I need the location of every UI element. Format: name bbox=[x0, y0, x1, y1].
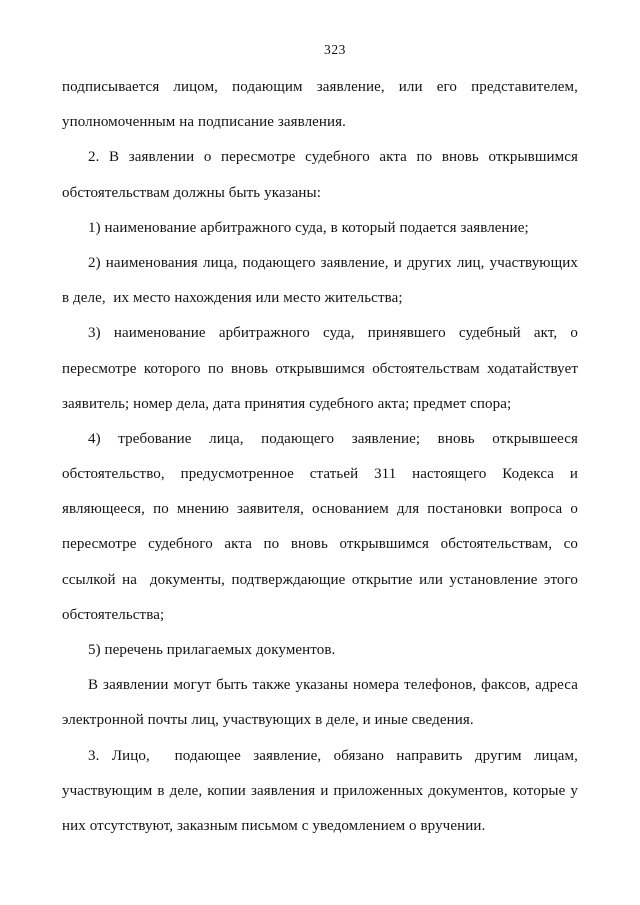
text-line: 1) наименование арбитражного суда, в который подается заявление; bbox=[88, 219, 529, 236]
text-line: них отсутствуют, заказным письмом с уведомлением о вручении. bbox=[62, 817, 486, 834]
text-line: 2) наименования лица, подающего заявление, и других лиц, участвующих bbox=[88, 254, 578, 271]
text-line: подписывается лицом, подающим заявление, или его представителем, bbox=[62, 79, 578, 95]
text-line: 2. В заявлении о пересмотре судебного акта по вновь открывшимся bbox=[88, 149, 578, 166]
text-line: заявитель; номер дела, дата принятия судебного акта; предмет спора; bbox=[62, 395, 512, 412]
text-line: обстоятельство, предусмотренное статьей 311 настоящего Кодекса и bbox=[62, 466, 578, 483]
text-line: В заявлении могут быть также указаны номера телефонов, факсов, адреса bbox=[88, 677, 578, 694]
text-line: уполномоченным на подписание заявления. bbox=[62, 114, 347, 131]
document-text bbox=[62, 70, 578, 844]
text-line: электронной почты лиц, участвующих в деле, и иные сведения. bbox=[62, 712, 474, 729]
text-line: обстоятельствам должны быть указаны: bbox=[62, 184, 321, 201]
text-line: 4) требование лица, подающего заявление; вновь открывшееся bbox=[88, 430, 578, 447]
text-line: 5) перечень прилагаемых документов. bbox=[88, 642, 336, 658]
text-line: обстоятельства; bbox=[62, 606, 165, 623]
page-number: 323 bbox=[323, 42, 347, 57]
text-line: 3) наименование арбитражного суда, принявшего судебный акт, о bbox=[88, 325, 578, 342]
text-line: в деле, их место нахождения или место жительства; bbox=[62, 290, 403, 307]
text-line: пересмотре которого по вновь открывшимся обстоятельствам ходатайствует bbox=[62, 360, 578, 377]
text-line: являющееся, по мнению заявителя, основанием для постановки вопроса о bbox=[62, 501, 578, 518]
text-line: участвующим в деле, копии заявления и приложенных документов, которые у bbox=[62, 782, 578, 799]
text-line: пересмотре судебного акта по вновь открывшимся обстоятельствам, со bbox=[62, 536, 578, 553]
text-line: 3. Лицо, подающее заявление, обязано направить другим лицам, bbox=[88, 747, 578, 764]
text-line: ссылкой на документы, подтверждающие открытие или установление этого bbox=[62, 571, 578, 588]
